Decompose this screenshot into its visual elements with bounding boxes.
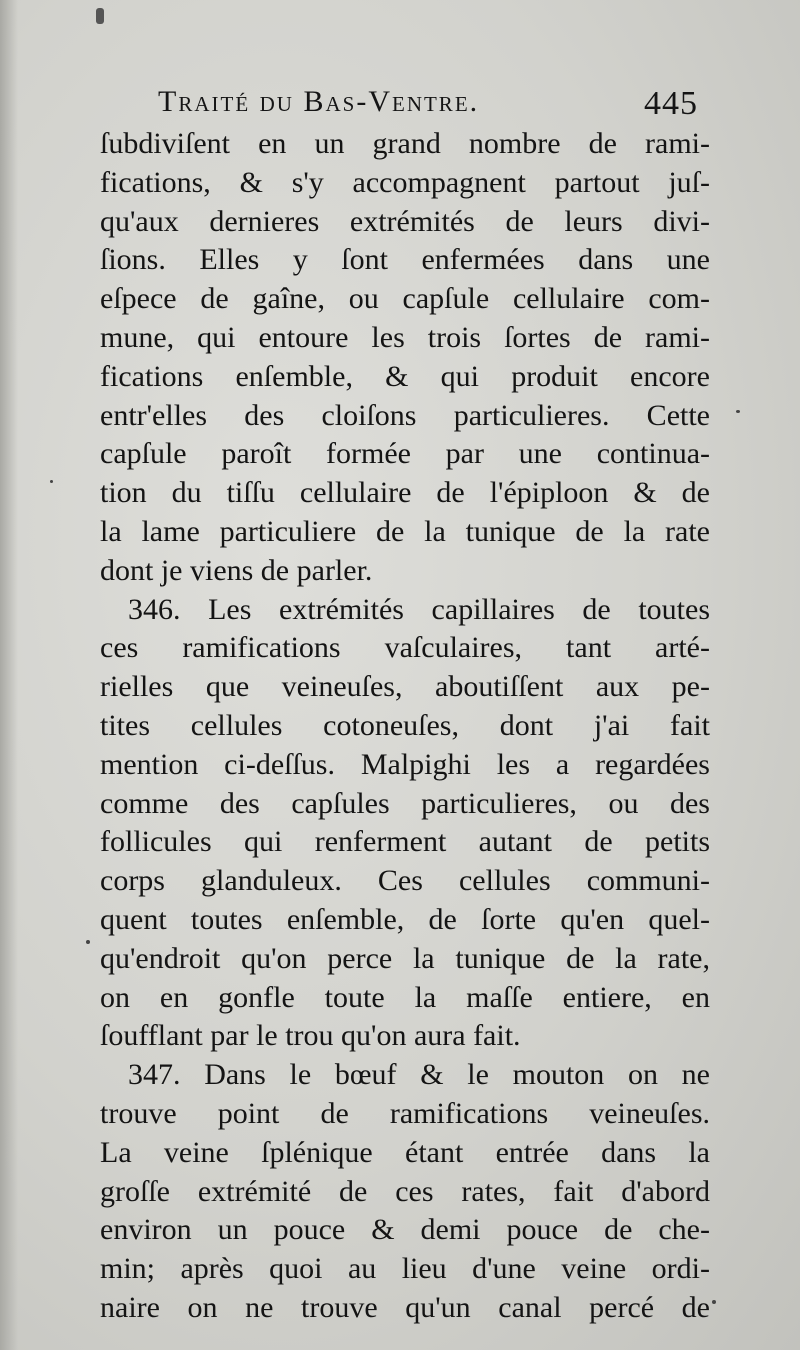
text-line: capſule paroît formée par une continua- [100,437,710,471]
text-line: trouve point de ramifications veineuſes. [100,1096,710,1130]
text-line: on en gonfle toute la maſſe entiere, en [100,980,710,1014]
ink-speck [96,8,104,24]
text-line: groſſe extrémité de ces rates, fait d'abord [100,1174,710,1208]
page-number: 445 [644,85,698,122]
text-line: ſions. Elles y ſont enfermées dans une [100,243,710,277]
running-header [158,82,718,122]
paragraph-end-line: ſoufflant par le trou qu'on aura fait. [100,1019,521,1053]
text-line: ſubdiviſent en un grand nombre de rami- [100,127,710,160]
paragraph-347-start: 347. Dans le bœuf & le mouton on ne [128,1058,710,1092]
text-line: La veine ſplénique étant entrée dans la [100,1135,710,1169]
text-line: qu'aux dernieres extrémités de leurs divi- [100,204,710,238]
text-line: naire on ne trouve qu'un canal percé de [100,1290,710,1324]
text-line: quent toutes enſemble, de ſorte qu'en quel- [100,902,710,936]
ink-speck [712,1300,716,1304]
paragraph-346-start: 346. Les extrémités capillaires de toutes [128,592,710,626]
text-line: la lame particuliere de la tunique de la rate [100,514,710,548]
text-line: comme des capſules particulieres, ou des [100,786,710,820]
text-line: min; après quoi au lieu d'une veine ordi- [100,1252,710,1286]
text-line: fications enſemble, & qui produit encore [100,359,710,393]
paragraph-end-line: dont je viens de parler. [100,553,373,587]
text-line: mention ci-deſſus. Malpighi les a regardées [100,747,710,781]
text-line: qu'endroit qu'on perce la tunique de la rate, [100,941,710,975]
body-text [100,125,710,1328]
ink-speck [50,480,53,483]
text-line: fications, & s'y accompagnent partout juſ- [100,165,710,199]
text-line: tites cellules cotoneuſes, dont j'ai fait [100,708,710,742]
text-line: rielles que veineuſes, aboutiſſent aux pe- [100,670,710,704]
text-line: ces ramifications vaſculaires, tant arté- [100,631,710,665]
text-line: environ un pouce & demi pouce de che- [100,1213,710,1247]
text-line: eſpece de gaîne, ou capſule cellulaire com- [100,282,710,316]
text-line: mune, qui entoure les trois ſortes de rami- [100,320,710,354]
text-line: follicules qui renferment autant de petits [100,825,710,859]
text-line: corps glanduleux. Ces cellules communi- [100,864,710,898]
running-title: Traité du Bas-Ventre. [158,85,480,118]
ink-speck [86,940,90,944]
text-line: entr'elles des cloiſons particulieres. Cette [100,398,710,432]
text-line: tion du tiſſu cellulaire de l'épiploon & de [100,476,710,510]
ink-speck [736,410,740,413]
